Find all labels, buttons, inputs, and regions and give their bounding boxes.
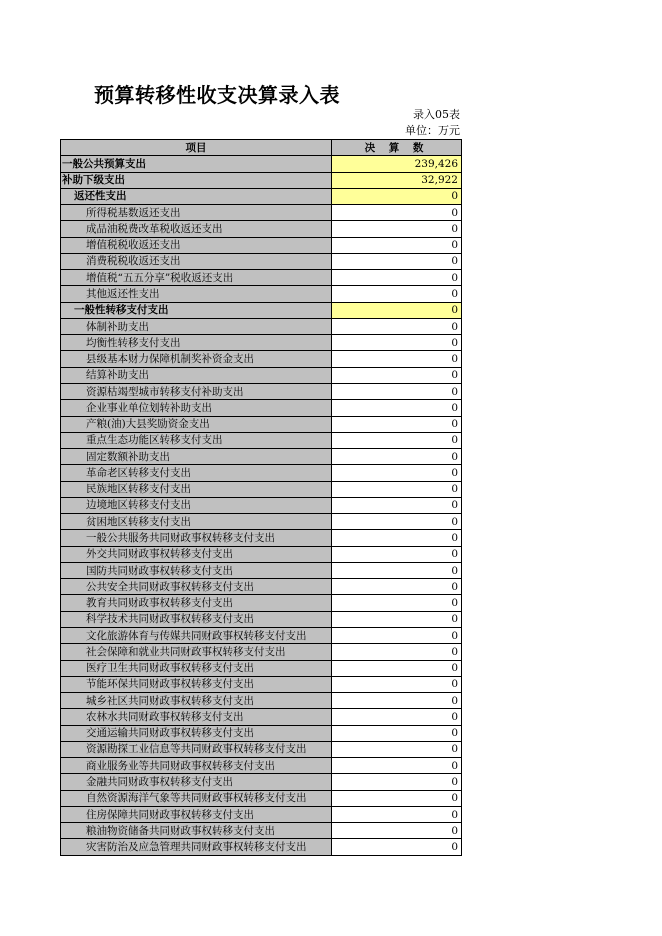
row-item-name[interactable]: 民族地区转移支付支出	[61, 481, 332, 497]
row-amount-cell[interactable]: 0	[332, 221, 462, 237]
row-amount-cell[interactable]: 0	[332, 237, 462, 253]
row-item-name[interactable]: 金融共同财政事权转移支付支出	[61, 774, 332, 790]
row-amount-cell[interactable]: 0	[332, 383, 462, 399]
row-item-name[interactable]: 体制补助支出	[61, 318, 332, 334]
row-amount-cell[interactable]: 0	[332, 644, 462, 660]
table-row	[61, 188, 462, 204]
table-row	[61, 644, 462, 660]
row-amount-cell[interactable]: 0	[332, 823, 462, 839]
row-item-name[interactable]: 成品油税费改革税收返还支出	[61, 221, 332, 237]
table-row	[61, 562, 462, 578]
table-row	[61, 693, 462, 709]
sheet-title	[60, 78, 340, 112]
row-item-name[interactable]: 增值税税收返还支出	[61, 237, 332, 253]
row-item-name[interactable]: 医疗卫生共同财政事权转移支付支出	[61, 660, 332, 676]
row-item-name[interactable]: 增值税“五五分享”税收返还支出	[61, 270, 332, 286]
row-amount-cell[interactable]: 0	[332, 725, 462, 741]
row-amount-cell[interactable]: 0	[332, 286, 462, 302]
row-amount-cell[interactable]: 0	[332, 253, 462, 269]
row-item-name[interactable]: 边境地区转移支付支出	[61, 497, 332, 513]
table-row	[61, 741, 462, 757]
header-amount: 决 算 数	[332, 140, 462, 156]
table-header-row	[61, 140, 462, 156]
row-item-name[interactable]: 社会保障和就业共同财政事权转移支付支出	[61, 644, 332, 660]
table-row	[61, 481, 462, 497]
table-row	[61, 253, 462, 269]
row-amount-cell[interactable]: 32,922	[332, 172, 462, 188]
row-item-name[interactable]: 资源勘探工业信息等共同财政事权转移支付支出	[61, 741, 332, 757]
table-row	[61, 221, 462, 237]
row-amount-cell[interactable]: 0	[332, 562, 462, 578]
row-amount-cell[interactable]: 0	[332, 335, 462, 351]
row-item-name[interactable]: 一般公共预算支出	[61, 156, 332, 172]
table-row	[61, 530, 462, 546]
table-row	[61, 465, 462, 481]
row-item-name[interactable]: 住房保障共同财政事权转移支付支出	[61, 806, 332, 822]
table-row	[61, 449, 462, 465]
row-amount-cell[interactable]: 0	[332, 806, 462, 822]
table-row	[61, 627, 462, 643]
table-row	[61, 270, 462, 286]
row-amount-cell[interactable]: 0	[332, 465, 462, 481]
table-row	[61, 823, 462, 839]
row-item-name[interactable]: 教育共同财政事权转移支付支出	[61, 595, 332, 611]
row-amount-cell[interactable]: 0	[332, 758, 462, 774]
row-amount-cell[interactable]: 0	[332, 546, 462, 562]
table-row	[61, 432, 462, 448]
row-item-name[interactable]: 结算补助支出	[61, 367, 332, 383]
row-item-name[interactable]: 均衡性转移支付支出	[61, 335, 332, 351]
table-row	[61, 302, 462, 318]
table-row	[61, 595, 462, 611]
table-row	[61, 237, 462, 253]
table-row	[61, 709, 462, 725]
row-amount-cell[interactable]: 0	[332, 367, 462, 383]
table-row	[61, 579, 462, 595]
row-item-name[interactable]: 返还性支出	[61, 188, 332, 204]
row-item-name[interactable]: 国防共同财政事权转移支付支出	[61, 562, 332, 578]
row-amount-cell[interactable]: 0	[332, 400, 462, 416]
row-amount-cell[interactable]: 0	[332, 416, 462, 432]
row-item-name[interactable]: 自然资源海洋气象等共同财政事权转移支付支出	[61, 790, 332, 806]
row-item-name[interactable]: 商业服务业等共同财政事权转移支付支出	[61, 758, 332, 774]
row-item-name[interactable]: 所得税基数返还支出	[61, 205, 332, 221]
table-row	[61, 318, 462, 334]
row-item-name[interactable]: 补助下级支出	[61, 172, 332, 188]
table-row	[61, 205, 462, 221]
table-row	[61, 172, 462, 188]
row-amount-cell[interactable]: 0	[332, 481, 462, 497]
table-row	[61, 758, 462, 774]
row-item-name[interactable]: 一般公共服务共同财政事权转移支付支出	[61, 530, 332, 546]
row-amount-cell[interactable]: 0	[332, 497, 462, 513]
table-row	[61, 790, 462, 806]
row-amount-cell[interactable]: 0	[332, 839, 462, 855]
row-item-name[interactable]: 一般性转移支付支出	[61, 302, 332, 318]
row-item-name[interactable]: 文化旅游体育与传媒共同财政事权转移支付支出	[61, 627, 332, 643]
row-amount-cell[interactable]: 0	[332, 205, 462, 221]
row-item-name[interactable]: 交通运输共同财政事权转移支付支出	[61, 725, 332, 741]
budget-table-body	[61, 140, 462, 856]
row-item-name[interactable]: 科学技术共同财政事权转移支付支出	[61, 611, 332, 627]
budget-table	[60, 139, 462, 856]
table-row	[61, 725, 462, 741]
row-item-name[interactable]: 农林水共同财政事权转移支付支出	[61, 709, 332, 725]
table-row	[61, 611, 462, 627]
row-amount-cell[interactable]: 0	[332, 660, 462, 676]
row-amount-cell[interactable]: 0	[332, 676, 462, 692]
row-amount-cell[interactable]: 0	[332, 432, 462, 448]
row-item-name[interactable]: 城乡社区共同财政事权转移支付支出	[61, 693, 332, 709]
table-row	[61, 839, 462, 855]
row-item-name[interactable]: 消费税税收返还支出	[61, 253, 332, 269]
table-row	[61, 546, 462, 562]
table-row	[61, 416, 462, 432]
row-amount-cell[interactable]: 239,426	[332, 156, 462, 172]
row-item-name[interactable]: 企业事业单位划转补助支出	[61, 400, 332, 416]
row-item-name[interactable]: 外交共同财政事权转移支付支出	[61, 546, 332, 562]
row-amount-cell[interactable]: 0	[332, 790, 462, 806]
table-row	[61, 774, 462, 790]
row-item-name[interactable]: 重点生态功能区转移支付支出	[61, 432, 332, 448]
row-amount-cell[interactable]: 0	[332, 579, 462, 595]
row-item-name[interactable]: 其他返还性支出	[61, 286, 332, 302]
table-row	[61, 383, 462, 399]
row-item-name[interactable]: 灾害防治及应急管理共同财政事权转移支付支出	[61, 839, 332, 855]
row-item-name[interactable]: 贫困地区转移支付支出	[61, 514, 332, 530]
row-amount-cell[interactable]: 0	[332, 514, 462, 530]
row-amount-cell[interactable]: 0	[332, 611, 462, 627]
row-item-name[interactable]: 节能环保共同财政事权转移支付支出	[61, 676, 332, 692]
form-code: 录入05表	[413, 108, 460, 121]
table-row	[61, 514, 462, 530]
row-item-name[interactable]: 县级基本财力保障机制奖补资金支出	[61, 351, 332, 367]
row-amount-cell[interactable]: 0	[332, 741, 462, 757]
sheet-title-text: 预算转移性收支决算录入表	[94, 83, 340, 107]
row-amount-cell[interactable]: 0	[332, 318, 462, 334]
row-amount-cell[interactable]: 0	[332, 351, 462, 367]
row-amount-cell[interactable]: 0	[332, 774, 462, 790]
row-item-name[interactable]: 公共安全共同财政事权转移支付支出	[61, 579, 332, 595]
row-amount-cell[interactable]: 0	[332, 270, 462, 286]
table-row	[61, 156, 462, 172]
row-amount-cell[interactable]: 0	[332, 693, 462, 709]
row-amount-cell[interactable]: 0	[332, 449, 462, 465]
row-amount-cell[interactable]: 0	[332, 709, 462, 725]
table-row	[61, 367, 462, 383]
table-row	[61, 400, 462, 416]
row-item-name[interactable]: 粮油物资储备共同财政事权转移支付支出	[61, 823, 332, 839]
row-amount-cell[interactable]: 0	[332, 627, 462, 643]
header-item: 项目	[61, 140, 332, 156]
table-row	[61, 676, 462, 692]
table-row	[61, 660, 462, 676]
table-row	[61, 497, 462, 513]
unit-label: 单位：万元	[405, 124, 460, 137]
table-row	[61, 806, 462, 822]
row-item-name[interactable]: 革命老区转移支付支出	[61, 465, 332, 481]
row-amount-cell[interactable]: 0	[332, 530, 462, 546]
table-row	[61, 335, 462, 351]
row-amount-cell[interactable]: 0	[332, 302, 462, 318]
row-amount-cell[interactable]: 0	[332, 595, 462, 611]
row-amount-cell[interactable]: 0	[332, 188, 462, 204]
table-row	[61, 351, 462, 367]
row-item-name[interactable]: 固定数额补助支出	[61, 449, 332, 465]
row-item-name[interactable]: 产粮(油)大县奖励资金支出	[61, 416, 332, 432]
row-item-name[interactable]: 资源枯竭型城市转移支付补助支出	[61, 383, 332, 399]
table-row	[61, 286, 462, 302]
